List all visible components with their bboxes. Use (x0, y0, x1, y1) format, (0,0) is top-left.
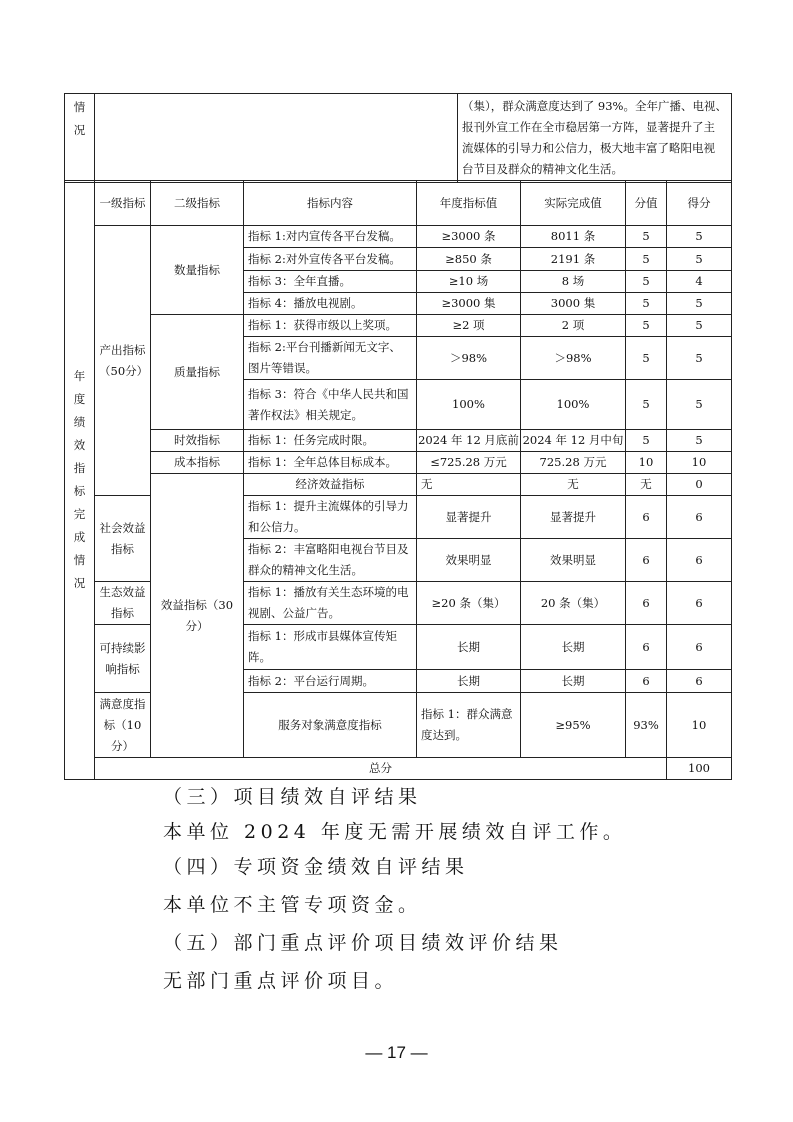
content-cell: 指标 2：丰富略阳电视台节目及群众的精神文化生活。 (244, 539, 417, 582)
score-cell: 5 (667, 293, 732, 315)
score-cell: 5 (667, 380, 732, 430)
content-cell: 指标 1：群众满意度达到。 (417, 693, 521, 758)
content-cell: 指标 2:对外宣传各平台发稿。 (244, 248, 417, 271)
section-body: 本单位 2024 年度无需开展绩效自评工作。 (163, 821, 627, 843)
actual-cell: 3000 集 (521, 293, 626, 315)
actual-cell: 2 项 (521, 315, 626, 337)
actual-cell: 显著提升 (521, 496, 626, 539)
header-content: 指标内容 (244, 181, 417, 226)
section-body: 无部门重点评价项目。 (163, 970, 399, 992)
score-cell: 5 (667, 226, 732, 248)
weight-cell: 5 (626, 315, 667, 337)
score-cell: 6 (667, 625, 732, 670)
label-char: 完 (73, 507, 86, 521)
weight-cell: 5 (626, 248, 667, 271)
target-cell: 无 (521, 474, 626, 496)
actual-cell: 100% (521, 380, 626, 430)
table-row (65, 430, 732, 452)
actual-cell: 8011 条 (521, 226, 626, 248)
score-cell: 5 (667, 430, 732, 452)
level2-ecological: 生态效益指标 (95, 582, 151, 625)
label-char: 成 (73, 530, 86, 544)
actual-cell: 效果明显 (521, 539, 626, 582)
target-cell: 效果明显 (417, 539, 521, 582)
score-cell: 6 (667, 670, 732, 693)
situation-table (64, 93, 732, 183)
target-cell: ≥2 项 (417, 315, 521, 337)
text-line: 流媒体的引导力和公信力，极大地丰富了略阳电视 (462, 141, 715, 155)
weight-cell: 6 (626, 625, 667, 670)
level1-satisfaction: 满意度指标（10分） (95, 693, 151, 758)
target-cell: 2024 年 12 月底前 (417, 430, 521, 452)
actual-cell: ＞98% (521, 337, 626, 380)
content-cell: 指标 3：符合《中华人民共和国著作权法》相关规定。 (244, 380, 417, 430)
label-char: 效 (73, 438, 86, 452)
weight-cell: 6 (626, 496, 667, 539)
actual-cell: 20 条（集） (521, 582, 626, 625)
content-cell: 指标 1：全年总体目标成本。 (244, 452, 417, 474)
actual-cell: 725.28 万元 (521, 452, 626, 474)
target-cell: 100% (417, 380, 521, 430)
text-line: 报刊外宣工作在全市稳居第一方阵，显著提升了主 (462, 120, 715, 134)
weight-cell: 5 (626, 380, 667, 430)
side-label (65, 181, 95, 780)
header-actual: 实际完成值 (521, 181, 626, 226)
text-line: （集），群众满意度达到了 93%。全年广播、电视、 (462, 99, 727, 113)
score-cell: 6 (667, 582, 732, 625)
target-cell: ≥3000 集 (417, 293, 521, 315)
page-number: — 17 — (365, 1043, 428, 1062)
content-cell: 指标 3：全年直播。 (244, 271, 417, 293)
table-row (65, 474, 732, 496)
weight-cell: 6 (626, 670, 667, 693)
level2-timeliness: 时效指标 (151, 430, 244, 452)
label-char: 绩 (73, 415, 86, 429)
table-row (65, 452, 732, 474)
score-cell: 6 (667, 496, 732, 539)
table-row (65, 315, 732, 337)
weight-cell: 5 (626, 337, 667, 380)
score-cell: 10 (667, 452, 732, 474)
header-level2: 二级指标 (151, 181, 244, 226)
label-char: 情 (73, 553, 86, 567)
target-cell: ≥95% (521, 693, 626, 758)
score-cell: 4 (667, 271, 732, 293)
header-weight: 分值 (626, 181, 667, 226)
content-cell: 指标 1：形成市县媒体宣传矩阵。 (244, 625, 417, 670)
text-line: 台节目及群众的精神文化生活。 (462, 162, 623, 176)
target-cell: 长期 (417, 625, 521, 670)
target-cell: ≥20 条（集） (417, 582, 521, 625)
actual-cell: 8 场 (521, 271, 626, 293)
score-cell: 5 (667, 248, 732, 271)
label-char: 度 (73, 392, 86, 406)
weight-cell: 5 (626, 271, 667, 293)
level2-quality: 质量指标 (151, 315, 244, 430)
target-cell: ≥850 条 (417, 248, 521, 271)
header-row (65, 181, 732, 226)
target-cell: 显著提升 (417, 496, 521, 539)
empty-cell (95, 94, 458, 183)
content-cell: 无 (417, 474, 521, 496)
content-cell: 指标 1:对内宣传各平台发稿。 (244, 226, 417, 248)
weight-cell: 5 (626, 430, 667, 452)
level2-social: 社会效益指标 (95, 496, 151, 582)
level2-quantity: 数量指标 (151, 226, 244, 315)
weight-cell: 5 (626, 226, 667, 248)
content-cell: 指标 4：播放电视剧。 (244, 293, 417, 315)
target-cell: ＞98% (417, 337, 521, 380)
actual-cell: 长期 (521, 625, 626, 670)
content-cell: 指标 2:平台刊播新闻无文字、图片等错误。 (244, 337, 417, 380)
label-char: 指 (73, 461, 86, 475)
content-cell: 指标 1：播放有关生态环境的电视剧、公益广告。 (244, 582, 417, 625)
weight-cell: 10 (626, 452, 667, 474)
header-score: 得分 (667, 181, 732, 226)
label-char: 况 (73, 576, 86, 590)
label-char: 年 (73, 369, 86, 383)
actual-cell: 93% (626, 693, 667, 758)
target-cell: 长期 (417, 670, 521, 693)
target-cell: ≥10 场 (417, 271, 521, 293)
target-cell: ≥3000 条 (417, 226, 521, 248)
level1-benefit: 效益指标（30分） (151, 474, 244, 758)
weight-cell: 6 (626, 582, 667, 625)
actual-cell: 2024 年 12 月中旬 (521, 430, 626, 452)
header-level1: 一级指标 (95, 181, 151, 226)
label-char: 标 (73, 484, 86, 498)
level2-sustainable: 可持续影响指标 (95, 625, 151, 693)
label-char: 况 (73, 123, 86, 137)
situation-label (65, 94, 95, 183)
total-label: 总分 (95, 758, 667, 780)
label-char: 情 (73, 100, 86, 114)
section-heading: （三）项目绩效自评结果 (163, 786, 422, 808)
level1-output: 产出指标（50分） (95, 226, 151, 496)
content-cell: 指标 2：平台运行周期。 (244, 670, 417, 693)
weight-cell: 0 (667, 474, 732, 496)
actual-cell: 2191 条 (521, 248, 626, 271)
section-heading: （四）专项资金绩效自评结果 (163, 856, 469, 878)
score-cell: 5 (667, 337, 732, 380)
actual-cell: 无 (626, 474, 667, 496)
situation-text (458, 94, 732, 183)
section-body: 本单位不主管专项资金。 (163, 894, 422, 916)
weight-cell: 6 (626, 539, 667, 582)
weight-cell: 5 (626, 293, 667, 315)
content-cell: 指标 1：提升主流媒体的引导力和公信力。 (244, 496, 417, 539)
total-weight: 100 (667, 758, 732, 780)
target-cell: ≤725.28 万元 (417, 452, 521, 474)
performance-table (64, 180, 732, 780)
score-cell: 5 (667, 315, 732, 337)
level2-service: 服务对象满意度指标 (244, 693, 417, 758)
actual-cell: 长期 (521, 670, 626, 693)
weight-cell: 10 (667, 693, 732, 758)
content-cell: 指标 1：获得市级以上奖项。 (244, 315, 417, 337)
table-row (65, 226, 732, 248)
level2-economic: 经济效益指标 (244, 474, 417, 496)
content-cell: 指标 1：任务完成时限。 (244, 430, 417, 452)
level2-cost: 成本指标 (151, 452, 244, 474)
total-row (65, 758, 732, 780)
score-cell: 6 (667, 539, 732, 582)
header-target: 年度指标值 (417, 181, 521, 226)
section-heading: （五）部门重点评价项目绩效评价结果 (163, 932, 563, 954)
